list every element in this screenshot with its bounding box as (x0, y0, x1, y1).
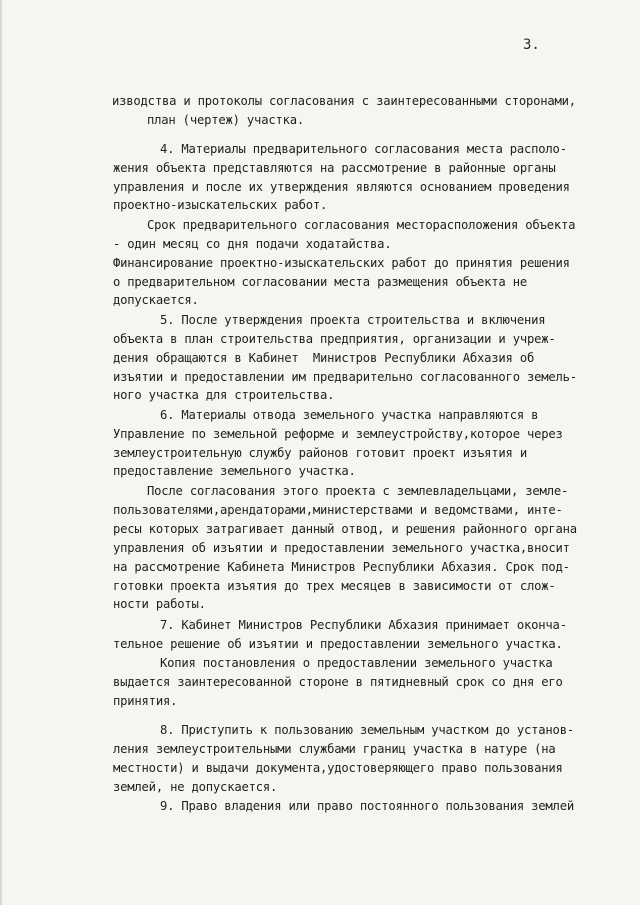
text-line: ного участка для строительства. (113, 388, 335, 402)
text-line: Копия постановления о предоставлении земельного участка (160, 656, 553, 670)
text-line: ности работы. (113, 597, 206, 611)
text-line: объекта в план строительства предприятия, организации и учреж- (113, 332, 556, 346)
page-number: 3. (523, 37, 540, 53)
text-line: выдается заинтересованной стороне в пятидневный срок со дня его (113, 675, 563, 689)
text-line: 8. Приступить к пользованию земельным участком до установ- (160, 723, 574, 737)
text-line: ления землеустроительными службами границ участка в натуре (на (113, 742, 556, 756)
text-line: на рассмотрение Кабинета Министров Республики Абхазия. Срок под- (113, 560, 570, 574)
text-line: предоставление земельного участка. (113, 464, 356, 478)
text-line: 9. Право владения или право постоянного пользования землей (160, 799, 574, 813)
text-line: 5. После утверждения проекта строительства и включения (160, 313, 546, 327)
text-line: готовки проекта изъятия до трех месяцев в зависимости от слож- (113, 579, 556, 593)
text-line: - один месяц со дня подачи ходатайства. (113, 237, 392, 251)
text-line: проектно-изыскательских работ. (113, 198, 328, 212)
text-line: Срок предварительного согласования месторасположения объекта (147, 218, 576, 232)
text-line: ресы которых затрагивает данный отвод, и решения районного органа (113, 522, 577, 536)
text-line: пользователями,арендаторами,министерствами и ведомствами, инте- (113, 503, 563, 517)
text-line: план (чертеж) участка. (147, 113, 305, 127)
text-line: жения объекта представляются на рассмотрение в районные органы (113, 161, 556, 175)
text-line: После согласования этого проекта с землевладельцами, земле- (147, 484, 569, 498)
text-line: о предварительном согласовании места размещения объекта не (113, 275, 527, 289)
text-line: управления об изъятии и предоставлении земельного участка,вносит (113, 541, 570, 555)
text-line: землей, не допускается. (113, 780, 278, 794)
text-line: 7. Кабинет Министров Республики Абхазия принимает оконча- (160, 618, 567, 632)
text-line: Финансирование проектно-изыскательских работ до принятия решения (113, 256, 570, 270)
text-line: изводства и протоколы согласования с заинтересованными сторонами, (112, 94, 576, 108)
text-line: изъятии и предоставлении им предварительно согласованного земель- (113, 370, 577, 384)
text-line: Управление по земельной реформе и землеустройству,которое через (113, 427, 563, 441)
text-line: 6. Материалы отвода земельного участка направляются в (160, 408, 539, 422)
text-line: 4. Материалы предварительного согласования места располо- (160, 142, 567, 156)
text-line: дения обращаются в Кабинет Министров Республики Абхазия об (113, 351, 535, 365)
text-line: местности) и выдачи документа,удостоверяющего право пользования (113, 761, 563, 775)
text-line: принятия. (113, 694, 178, 708)
scan-edge-left (0, 0, 2, 905)
text-line: допускается. (113, 293, 199, 307)
text-line: управления и после их утверждения являются основанием проведения (113, 180, 570, 194)
text-line: землеустроительную службу районов готовит проект изъятия и (113, 446, 527, 460)
text-line: тельное решение об изъятии и предоставлении земельного участка. (113, 637, 563, 651)
